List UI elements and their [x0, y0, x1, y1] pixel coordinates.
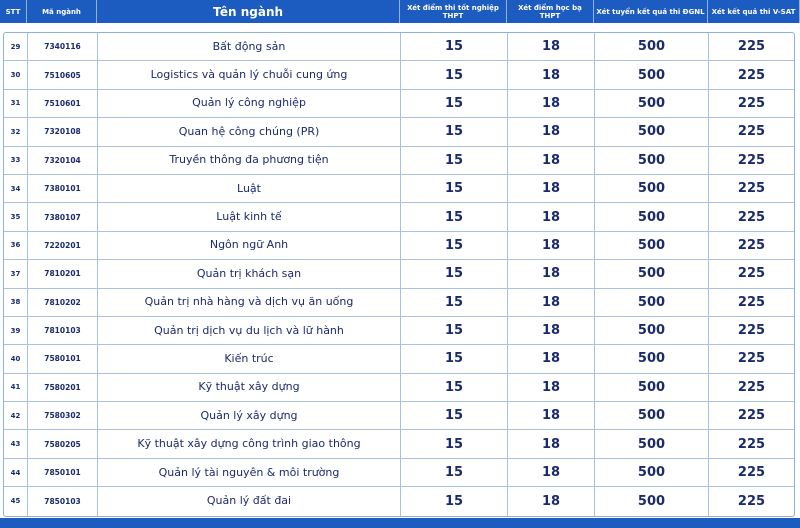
cell-vsat: 225	[737, 181, 766, 197]
cell-code: 7580205	[28, 430, 98, 457]
cell-code: 7850103	[28, 487, 98, 515]
cell-dgnl: 500	[595, 90, 709, 117]
cell-name: Quản trị khách sạn	[98, 260, 401, 287]
cell-code: 7810202	[28, 289, 98, 316]
cell-dgnl: 500	[595, 232, 709, 259]
cell-thpt: 15	[401, 430, 508, 457]
table-row	[4, 175, 794, 203]
table-row	[4, 90, 794, 118]
cell-vsat: 225	[737, 209, 766, 225]
header-dgnl: Xét tuyển kết quả thi ĐGNL	[594, 0, 708, 23]
cell-vsat: 225	[737, 294, 766, 310]
cell-dgnl: 500	[595, 402, 709, 429]
cell-thpt: 15	[401, 118, 508, 145]
cell-stt: 34	[4, 175, 28, 202]
table-row	[4, 487, 794, 515]
cell-dgnl: 500	[595, 61, 709, 88]
cell-thpt: 15	[401, 61, 508, 88]
cell-hocba: 18	[508, 345, 595, 372]
table-row	[4, 203, 794, 231]
cell-name: Ngôn ngữ Anh	[98, 232, 401, 259]
cell-thpt: 15	[401, 317, 508, 344]
cell-code: 7810201	[28, 260, 98, 287]
cell-dgnl: 500	[595, 33, 709, 60]
cell-vsat: 225	[737, 493, 766, 509]
cell-name: Quan hệ công chúng (PR)	[98, 118, 401, 145]
cell-code: 7580302	[28, 402, 98, 429]
cell-hocba: 18	[508, 289, 595, 316]
cell-dgnl: 500	[595, 430, 709, 457]
footer-band	[0, 518, 800, 528]
cell-dgnl: 500	[595, 147, 709, 174]
cell-hocba: 18	[508, 487, 595, 515]
cell-hocba: 18	[508, 33, 595, 60]
cell-name: Quản lý công nghiệp	[98, 90, 401, 117]
cell-thpt: 15	[401, 289, 508, 316]
cell-thpt: 15	[401, 147, 508, 174]
cell-vsat: 225	[737, 67, 766, 83]
cell-code: 7220201	[28, 232, 98, 259]
cell-dgnl: 500	[595, 374, 709, 401]
header-hocba: Xét điểm học bạ THPT	[507, 0, 594, 23]
cell-code: 7320104	[28, 147, 98, 174]
cell-stt: 41	[4, 374, 28, 401]
cell-dgnl: 500	[595, 203, 709, 230]
cell-name: Kỹ thuật xây dựng công trình giao thông	[98, 430, 401, 457]
cell-vsat: 225	[737, 351, 766, 367]
cell-thpt: 15	[401, 232, 508, 259]
cell-code: 7810103	[28, 317, 98, 344]
table-row	[4, 260, 794, 288]
table-row	[4, 118, 794, 146]
cell-stt: 38	[4, 289, 28, 316]
table-row	[4, 402, 794, 430]
cell-code: 7850101	[28, 459, 98, 486]
cell-vsat: 225	[737, 152, 766, 168]
table-row	[4, 317, 794, 345]
cell-thpt: 15	[401, 260, 508, 287]
cell-dgnl: 500	[595, 487, 709, 515]
cell-vsat: 225	[737, 266, 766, 282]
cell-thpt: 15	[401, 487, 508, 515]
cell-name: Kiến trúc	[98, 345, 401, 372]
cell-hocba: 18	[508, 317, 595, 344]
cell-hocba: 18	[508, 147, 595, 174]
majors-table	[3, 32, 795, 517]
cell-dgnl: 500	[595, 345, 709, 372]
cell-thpt: 15	[401, 90, 508, 117]
header-code: Mã ngành	[27, 0, 97, 23]
cell-hocba: 18	[508, 90, 595, 117]
cell-hocba: 18	[508, 61, 595, 88]
cell-code: 7510605	[28, 61, 98, 88]
table-row	[4, 61, 794, 89]
cell-code: 7380107	[28, 203, 98, 230]
table-row	[4, 33, 794, 61]
cell-dgnl: 500	[595, 459, 709, 486]
header-thpt: Xét điểm thi tốt nghiệp THPT	[400, 0, 507, 23]
cell-thpt: 15	[401, 459, 508, 486]
cell-stt: 37	[4, 260, 28, 287]
header-name: Tên ngành	[97, 0, 400, 23]
table-row	[4, 232, 794, 260]
cell-vsat: 225	[737, 95, 766, 111]
table-row	[4, 147, 794, 175]
cell-stt: 32	[4, 118, 28, 145]
cell-dgnl: 500	[595, 260, 709, 287]
cell-thpt: 15	[401, 402, 508, 429]
cell-stt: 43	[4, 430, 28, 457]
cell-name: Quản lý đất đai	[98, 487, 401, 515]
table-row	[4, 345, 794, 373]
cell-dgnl: 500	[595, 118, 709, 145]
cell-hocba: 18	[508, 402, 595, 429]
cell-stt: 33	[4, 147, 28, 174]
cell-name: Kỹ thuật xây dựng	[98, 374, 401, 401]
cell-code: 7580101	[28, 345, 98, 372]
cell-name: Quản trị nhà hàng và dịch vụ ăn uống	[98, 289, 401, 316]
table-row	[4, 430, 794, 458]
cell-vsat: 225	[737, 237, 766, 253]
cell-stt: 39	[4, 317, 28, 344]
cell-vsat: 225	[737, 39, 766, 55]
cell-hocba: 18	[508, 260, 595, 287]
cell-code: 7320108	[28, 118, 98, 145]
cell-stt: 42	[4, 402, 28, 429]
cell-stt: 29	[4, 33, 28, 60]
cell-vsat: 225	[737, 408, 766, 424]
cell-vsat: 225	[737, 436, 766, 452]
cell-name: Quản lý xây dựng	[98, 402, 401, 429]
cell-hocba: 18	[508, 232, 595, 259]
cell-vsat: 225	[737, 124, 766, 140]
cell-vsat: 225	[737, 323, 766, 339]
cell-code: 7340116	[28, 33, 98, 60]
cell-code: 7380101	[28, 175, 98, 202]
cell-stt: 45	[4, 487, 28, 515]
cell-name: Luật kinh tế	[98, 203, 401, 230]
cell-name: Quản lý tài nguyên & môi trường	[98, 459, 401, 486]
cell-stt: 40	[4, 345, 28, 372]
cell-hocba: 18	[508, 203, 595, 230]
cell-code: 7580201	[28, 374, 98, 401]
table-row	[4, 289, 794, 317]
table-row	[4, 459, 794, 487]
header-stt: STT	[0, 0, 27, 23]
cell-vsat: 225	[737, 465, 766, 481]
cell-stt: 35	[4, 203, 28, 230]
cell-vsat: 225	[737, 379, 766, 395]
cell-hocba: 18	[508, 175, 595, 202]
cell-hocba: 18	[508, 430, 595, 457]
header-vsat: Xét kết quả thi V-SAT	[708, 0, 800, 23]
cell-dgnl: 500	[595, 289, 709, 316]
cell-dgnl: 500	[595, 175, 709, 202]
cell-hocba: 18	[508, 374, 595, 401]
cell-thpt: 15	[401, 175, 508, 202]
cell-code: 7510601	[28, 90, 98, 117]
cell-name: Quản trị dịch vụ du lịch và lữ hành	[98, 317, 401, 344]
cell-stt: 44	[4, 459, 28, 486]
cell-stt: 30	[4, 61, 28, 88]
cell-name: Truyền thông đa phương tiện	[98, 147, 401, 174]
cell-name: Logistics và quản lý chuỗi cung ứng	[98, 61, 401, 88]
cell-hocba: 18	[508, 459, 595, 486]
cell-thpt: 15	[401, 33, 508, 60]
cell-thpt: 15	[401, 374, 508, 401]
table-row	[4, 374, 794, 402]
cell-stt: 36	[4, 232, 28, 259]
cell-thpt: 15	[401, 203, 508, 230]
cell-name: Luật	[98, 175, 401, 202]
cell-stt: 31	[4, 90, 28, 117]
cell-thpt: 15	[401, 345, 508, 372]
cell-dgnl: 500	[595, 317, 709, 344]
table-header	[0, 0, 800, 23]
cell-hocba: 18	[508, 118, 595, 145]
cell-name: Bất động sản	[98, 33, 401, 60]
